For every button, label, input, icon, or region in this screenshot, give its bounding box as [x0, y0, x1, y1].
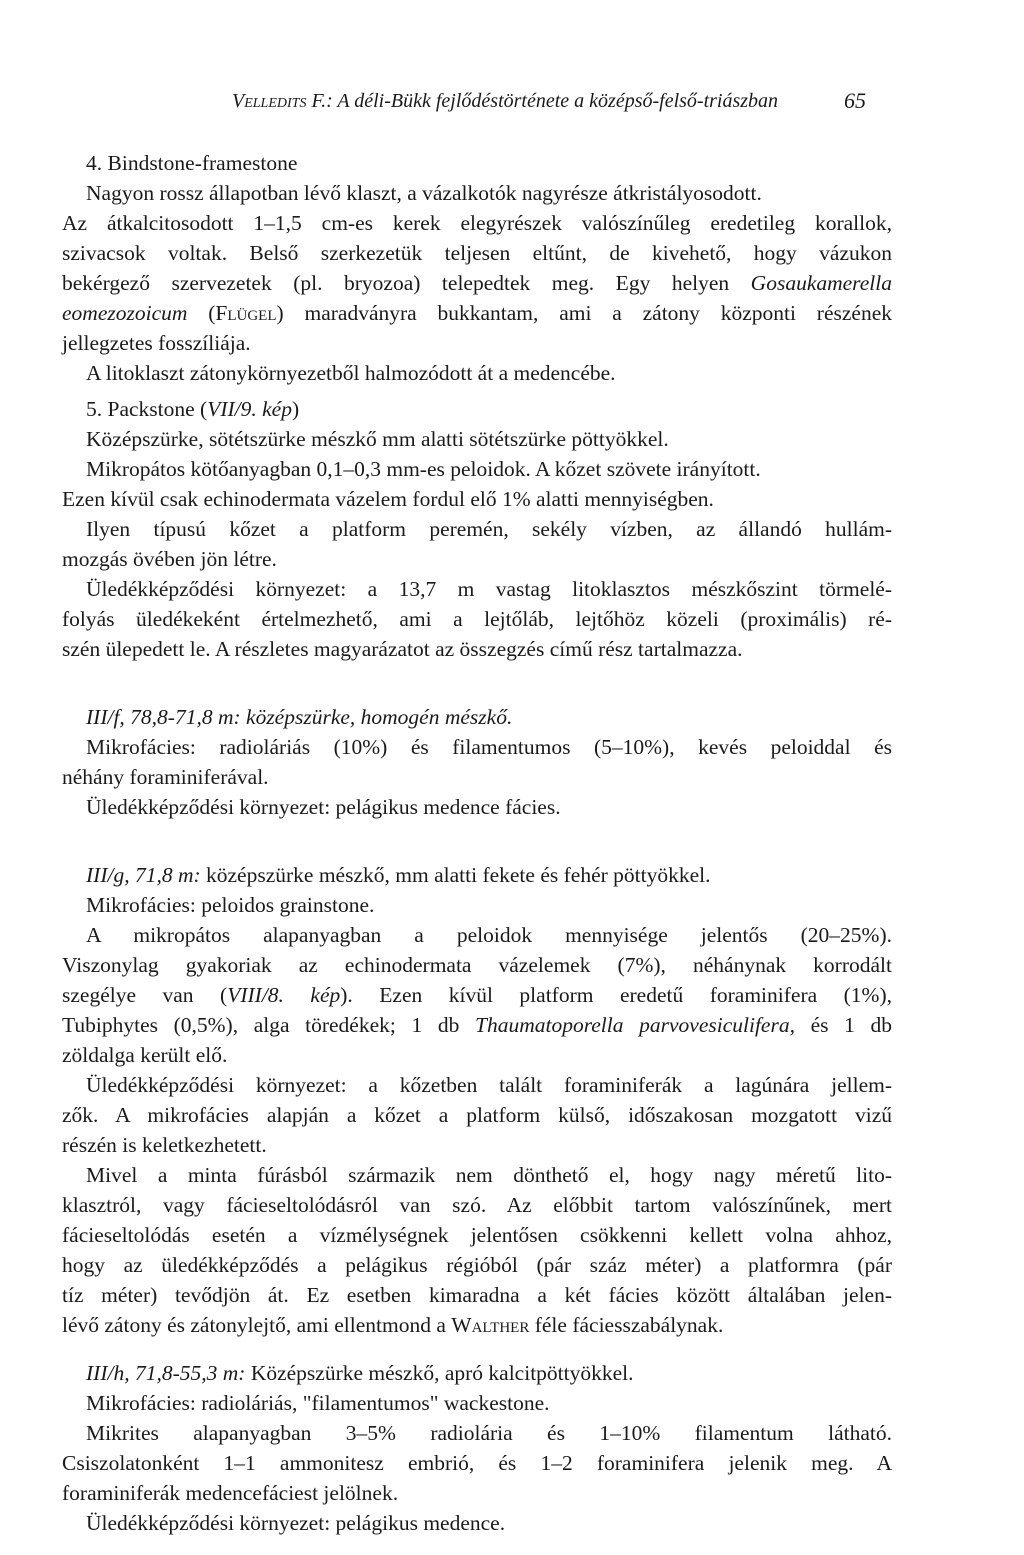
paragraph-line: hogy az üledékképződés a pelágikus régióból (pár száz méter) a platformra (pár: [62, 1253, 892, 1277]
taxon-name: eomezozoicum: [62, 301, 188, 325]
text-run: bekérgező szervezetek (pl. bryozoa) telepedtek meg. Egy helyen: [62, 271, 730, 295]
section-heading-iii-h: [62, 1358, 892, 1388]
section-heading-bindstone: 4. Bindstone-framestone: [86, 151, 298, 175]
taxon-name: Gosaukamerella: [750, 271, 892, 295]
paragraph-line: Mivel a minta fúrásból származik nem dönthető el, hogy nagy méretű lito-: [86, 1163, 892, 1187]
paragraph-line: Üledékképződési környezet: pelágikus medence.: [86, 1511, 506, 1535]
text-run: lévő zátony és zátonylejtő, ami ellentmond a: [62, 1313, 452, 1337]
paragraph-line: Nagyon rossz állapotban lévő klaszt, a vázalkotók nagyrésze átkristályosodott.: [86, 181, 762, 205]
paragraph-line: foraminiferák medencefáciest jelölnek.: [62, 1481, 399, 1505]
paragraph-line: A mikropátos alapanyagban a peloidok mennyisége jelentős (20–25%).: [86, 923, 892, 947]
paragraph-line: [62, 980, 892, 1010]
paragraph-line: A litoklaszt zátonykörnyezetből halmozódott át a medencébe.: [86, 361, 616, 385]
author-name: Walther: [451, 1313, 530, 1337]
text-run: féle fáciesszabálynak.: [529, 1313, 724, 1337]
paragraph-line: zöldalga került elő.: [62, 1043, 228, 1067]
page-body: [62, 148, 892, 1538]
page-number: 65: [844, 88, 866, 113]
section-heading-iii-g: [62, 860, 892, 890]
header-title-text: : A déli-Bükk fejlődéstörténete a középső-felső-triászban: [326, 90, 779, 112]
paragraph-line: Mikropátos kötőanyagban 0,1–0,3 mm-es peloidok. A kőzet szövete irányított.: [86, 457, 761, 481]
paragraph-line: szén ülepedett le. A részletes magyarázatot az összegzés című rész tartalmazza.: [62, 637, 743, 661]
paragraph-line: Üledékképződési környezet: a kőzetben talált foraminiferák a lagúnára jellem-: [86, 1073, 892, 1097]
text-run: Tubiphytes (0,5%), alga töredékek; 1 db: [62, 1013, 475, 1037]
paragraph-line: mozgás övében jön létre.: [62, 547, 277, 571]
header-initial: F.: [311, 90, 327, 112]
paragraph-line: Csiszolatonként 1–1 ammonitesz embrió, és 1–2 foraminifera jelenik meg. A: [62, 1451, 892, 1475]
text-run: (: [187, 301, 216, 325]
section-heading-packstone: [62, 394, 892, 424]
paragraph-line: tíz méter) tevődjön át. Ez esetben kimaradna a két fácies között általában jelen-: [62, 1283, 892, 1307]
paragraph-line: Ilyen típusú kőzet a platform peremén, sekély vízben, az állandó hullám-: [86, 517, 892, 541]
text-run: Középszürke mészkő, apró kalcitpöttyökkel.: [245, 1361, 634, 1385]
running-header: [232, 90, 866, 120]
paragraph-line: Mikrites alapanyagban 3–5% radiolária és 1–10% filamentum látható.: [86, 1421, 892, 1445]
paragraph-line: Mikrofácies: radioláriás (10%) és filamentumos (5–10%), kevés peloiddal és: [86, 735, 892, 759]
paragraph-line: Üledékképződési környezet: pelágikus medence fácies.: [86, 795, 561, 819]
sample-label: III/h, 71,8-55,3 m:: [86, 1361, 246, 1385]
text-run: 5. Packstone (: [86, 397, 208, 421]
header-title: [232, 90, 778, 113]
text-run: ). Ezen kívül platform eredetű foraminifera (1%),: [340, 983, 892, 1007]
paragraph-line: [62, 268, 892, 298]
figure-ref: VII/9. kép: [207, 397, 292, 421]
paragraph-line: [62, 298, 892, 328]
sample-label: III/f, 78,8-71,8 m: középszürke, homogén mészkő.: [86, 705, 513, 729]
paragraph-line: Viszonylag gyakoriak az echinodermata vázelemek (7%), néhánynak korrodált: [62, 953, 892, 977]
paragraph-line: Mikrofácies: radioláriás, "filamentumos" wackestone.: [86, 1391, 550, 1415]
paragraph-line: folyás üledékeként értelmezhető, ami a lejtőláb, lejtőhöz közeli (proximális) ré-: [62, 607, 892, 631]
paragraph-line: Az átkalcitosodott 1–1,5 cm-es kerek elegyrészek valószínűleg eredetileg korallok,: [62, 211, 892, 235]
text-run: ) maradványra bukkantam, ami a zátony központi részének: [276, 301, 892, 325]
paragraph-line: klasztról, vagy fácieseltolódásról van szó. Az előbbit tartom valószínűnek, mert: [62, 1193, 892, 1217]
paragraph-line: néhány foraminiferával.: [62, 765, 269, 789]
paragraph-line: Ezen kívül csak echinodermata vázelem fordul elő 1% alatti mennyiségben.: [62, 487, 714, 511]
text-run: ): [291, 397, 300, 421]
text-run: középszürke mészkő, mm alatti fekete és fehér pöttyökkel.: [200, 863, 711, 887]
paragraph-line: jellegzetes fosszíliája.: [62, 331, 251, 355]
paragraph-line: fácieseltolódás esetén a vízmélységnek jelentősen csökkenni kellett volna ahhoz,: [62, 1223, 892, 1247]
text-run: és 1 db: [794, 1013, 892, 1037]
taxon-name: Thaumatoporella parvovesiculifera,: [474, 1013, 795, 1037]
paragraph-line: Üledékképződési környezet: a 13,7 m vastag litoklasztos mészkőszint törmelé-: [86, 577, 892, 601]
section-heading-iii-f: [62, 702, 892, 732]
paragraph-line: [62, 1010, 892, 1040]
paragraph-line: szivacsok voltak. Belső szerkezetük teljesen eltűnt, de kivehető, hogy vázukon: [62, 241, 892, 265]
paragraph-line: részén is keletkezhetett.: [62, 1133, 267, 1157]
header-author: Velledits: [232, 90, 307, 112]
paragraph-line: Mikrofácies: peloidos grainstone.: [86, 893, 375, 917]
paragraph-line: Középszürke, sötétszürke mészkő mm alatti sötétszürke pöttyökkel.: [86, 427, 669, 451]
paragraph-line: [62, 1310, 892, 1340]
author-name: Flügel: [215, 301, 277, 325]
sample-label: III/g, 71,8 m:: [86, 863, 201, 887]
figure-ref: VIII/8. kép: [227, 983, 341, 1007]
paragraph-line: zők. A mikrofácies alapján a kőzet a platform külső, időszakosan mozgatott vizű: [62, 1103, 892, 1127]
text-run: szegélye van (: [62, 983, 228, 1007]
